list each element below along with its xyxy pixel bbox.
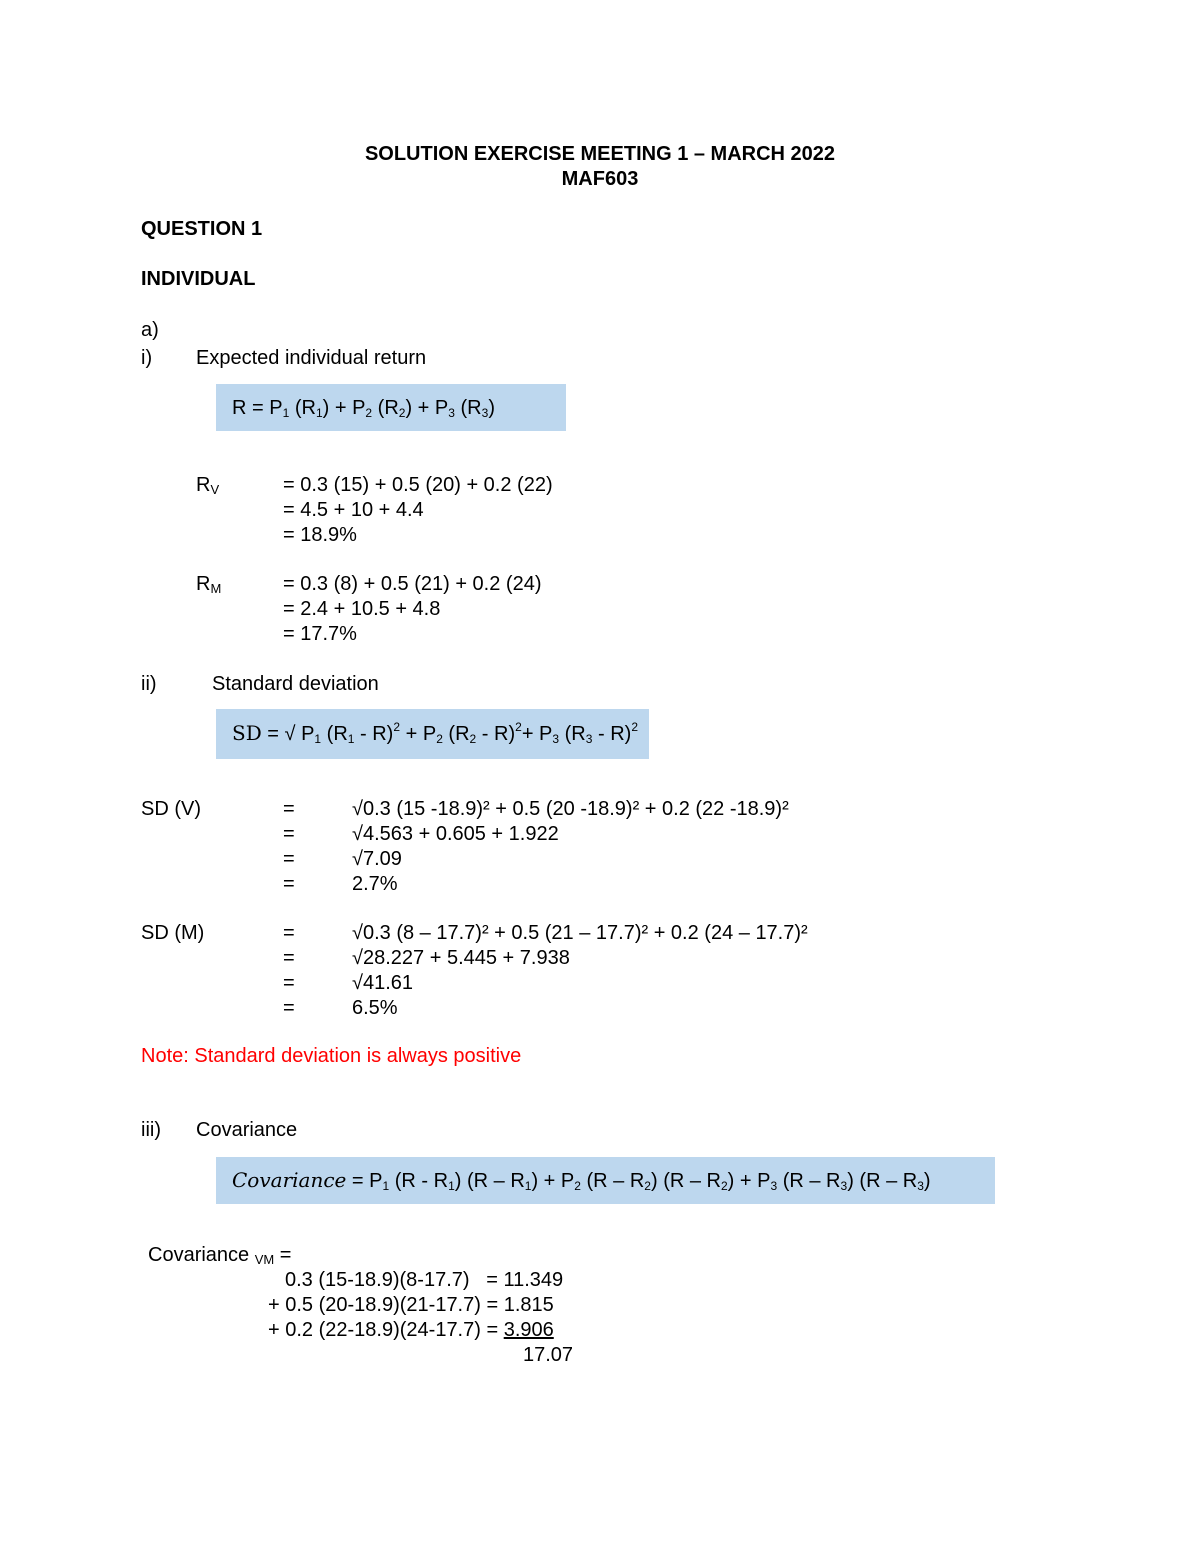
cov-vm-total: 17.07 [523,1344,574,1366]
formula-text [232,1170,931,1192]
formula-sub: 2 [644,1179,651,1193]
item-iii-heading: Covariance [196,1119,298,1141]
sd-m-line-3: √41.61 [352,972,414,994]
covariance-formula-box [216,1157,995,1204]
formula-part: R = P [232,397,283,419]
rm-label [196,572,221,596]
rm-line-3: = 17.7% [283,623,357,645]
formula-part: ) (R – R [847,1170,918,1192]
formula-sub: 3 [770,1179,778,1193]
formula-sub: 2 [574,1179,581,1193]
formula-part: ) + P [322,397,366,419]
rv-line-2: = 4.5 + 10 + 4.4 [283,499,424,521]
sd-v-eq-2: = [283,823,295,845]
formula-part: - R) [592,723,632,745]
formula-part: (R [559,723,586,745]
formula-text [232,720,639,746]
rm-name: R [196,573,211,595]
sd-m-line-4: 6.5% [352,997,398,1019]
formula-part: ) [488,397,495,419]
cov-vm-label [148,1243,291,1267]
formula-sub: 1 [282,406,290,420]
formula-part: ) + P [727,1170,771,1192]
formula-part: (R [454,397,482,419]
course-code: MAF603 [561,168,639,190]
sd-v-label: SD (V) [141,798,201,820]
sd-m-eq-2: = [283,947,295,969]
formula-part: (R [321,723,348,745]
rv-line-1: = 0.3 (15) + 0.5 (20) + 0.2 (22) [283,474,553,496]
rv-name: R [196,474,211,496]
formula-text [232,397,495,419]
sd-v-eq-3: = [283,848,295,870]
formula-sub: 3 [840,1179,848,1193]
formula-sub: 1 [315,406,323,420]
item-i-label: i) [141,347,153,369]
return-formula-box [216,384,566,431]
sd-m-eq-1: = [283,922,295,944]
item-ii-heading: Standard deviation [212,673,379,695]
sd-v-line-4: 2.7% [352,873,398,895]
cov-vm-name: Covariance [148,1244,250,1266]
sd-m-label: SD (M) [141,922,205,944]
rm-line-1: = 0.3 (8) + 0.5 (21) + 0.2 (24) [283,573,542,595]
formula-sup: 2 [631,720,639,734]
cov-vm-line-3 [268,1318,554,1342]
sd-formula-box [216,709,649,759]
formula-sub: 3 [917,1179,924,1193]
cov-vm-eq: = [274,1244,292,1266]
formula-part: SD [232,721,262,745]
formula-part: ) (R – R [650,1170,721,1192]
rv-label [196,473,219,497]
item-iii-label: iii) [141,1119,161,1141]
formula-sup: 2 [393,720,401,734]
formula-sub: 2 [720,1179,728,1193]
sd-v-line-1: √0.3 (15 -18.9)² + 0.5 (20 -18.9)² + 0.2 (22 -18.9)² [352,798,789,820]
sd-m-line-1: √0.3 (8 – 17.7)² + 0.5 (21 – 17.7)² + 0.2 (24 – 17.7)² [352,922,808,944]
formula-part: ) (R – R [454,1170,525,1192]
sd-m-eq-4: = [283,997,295,1019]
formula-part: (R – R [777,1170,841,1192]
cov-vm-line-3-text: + 0.2 (22-18.9)(24-17.7) = [268,1319,504,1341]
formula-sub: 2 [469,732,477,746]
formula-sub: 1 [382,1179,390,1193]
item-i-heading: Expected individual return [196,347,427,369]
document-title: SOLUTION EXERCISE MEETING 1 – MARCH 2022 [364,143,836,165]
formula-part: = √ P [261,723,315,745]
formula-sub: 1 [448,1179,455,1193]
sd-v-line-3: √7.09 [352,848,402,870]
sd-note: Note: Standard deviation is always positive [141,1045,522,1067]
formula-part: - R) [354,723,394,745]
formula-sub: 1 [524,1179,532,1193]
question-heading: QUESTION 1 [141,218,263,240]
formula-part: (R [372,397,399,419]
cov-vm-line-2: + 0.5 (20-18.9)(21-17.7) = 1.815 [268,1294,554,1316]
formula-part: - R) [476,723,516,745]
formula-sub: 2 [365,406,373,420]
part-a-label: a) [141,319,159,341]
sd-v-line-2: √4.563 + 0.605 + 1.922 [352,823,559,845]
formula-sup: 2 [515,720,522,734]
item-ii-label: ii) [141,673,157,695]
rv-sub: V [210,482,220,497]
formula-sub: 3 [552,732,560,746]
formula-sub: 2 [398,406,406,420]
rv-line-3: = 18.9% [283,524,357,546]
formula-part: + P [400,723,437,745]
formula-part: ) + P [405,397,449,419]
rm-line-2: = 2.4 + 10.5 + 4.8 [283,598,441,620]
sd-v-eq-1: = [283,798,295,820]
formula-part: (R - R [389,1170,449,1192]
formula-part: = P [346,1170,383,1192]
rm-sub: M [210,581,222,596]
sd-m-line-2: √28.227 + 5.445 + 7.938 [352,947,570,969]
formula-part: ) [923,1170,931,1192]
formula-sub: 3 [448,406,455,420]
formula-part: Covariance [232,1168,347,1192]
formula-part: + P [521,723,553,745]
formula-part: (R [289,397,316,419]
formula-sub: 3 [585,732,593,746]
cov-vm-last-value: 3.906 [503,1319,554,1341]
formula-part: ) + P [531,1170,575,1192]
section-heading: INDIVIDUAL [141,268,256,290]
sd-v-eq-4: = [283,873,295,895]
formula-part: (R [442,723,470,745]
formula-sub: 3 [481,406,489,420]
cov-vm-sub: VM [254,1252,275,1267]
cov-vm-line-1: 0.3 (15-18.9)(8-17.7) = 11.349 [285,1269,564,1291]
formula-sub: 2 [436,732,443,746]
formula-sub: 1 [347,732,355,746]
formula-sub: 1 [314,732,322,746]
sd-m-eq-3: = [283,972,295,994]
formula-part: (R – R [580,1170,645,1192]
